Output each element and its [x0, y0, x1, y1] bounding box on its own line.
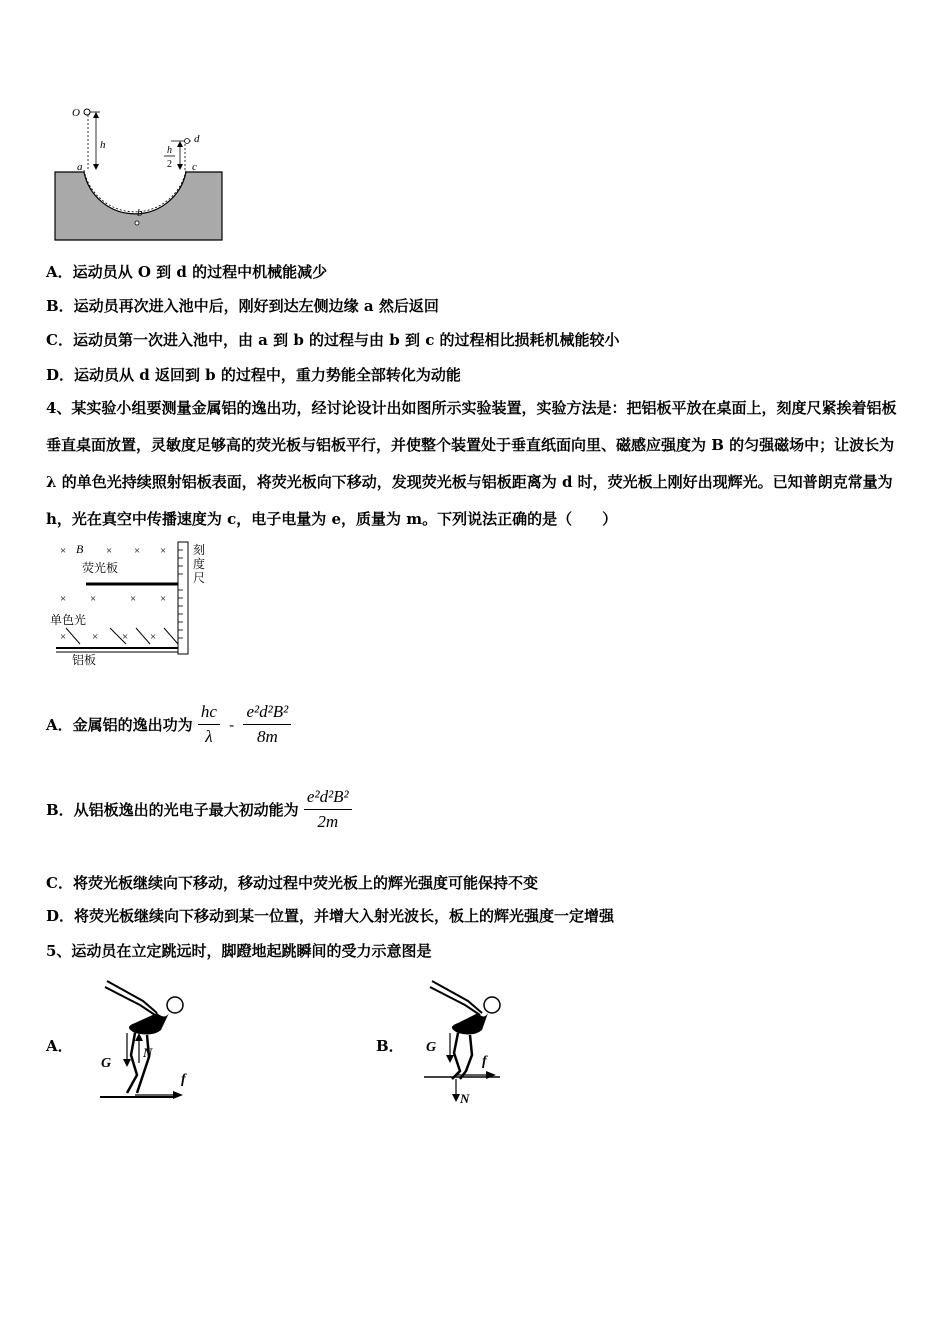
- cross-mark: ×: [134, 545, 141, 557]
- cross-mark: ×: [160, 593, 167, 605]
- q4-option-a: [46, 702, 291, 747]
- label-f: f: [181, 1072, 186, 1087]
- q4-option-b-text: B．从铝板逸出的光电子最大初动能为: [46, 801, 299, 819]
- label-c: c: [192, 161, 197, 173]
- fraction-e2d2b2-over-8m: [243, 702, 291, 747]
- label-N: N: [143, 1045, 153, 1060]
- label-h-half-den: 2: [167, 159, 172, 170]
- q4-option-a-text: A．金属铝的逸出功为: [46, 716, 193, 734]
- label-h-half-num: h: [167, 145, 172, 156]
- cross-mark: ×: [60, 631, 67, 643]
- q3-option-d: D．运动员从 d 返回到 b 的过程中，重力势能全部转化为动能: [46, 366, 461, 384]
- q5-option-a-letter: A．: [46, 1037, 73, 1055]
- frac-num: hc: [198, 702, 220, 725]
- jumper-diagram-a: [95, 975, 205, 1105]
- label-ruler-2: 度: [193, 557, 206, 571]
- cross-mark: ×: [130, 593, 137, 605]
- half-pipe-diagram: [50, 100, 230, 245]
- label-h: h: [100, 139, 106, 151]
- frac-num: e²d²B²: [243, 702, 291, 725]
- q4-option-d: D．将荧光板继续向下移动到某一位置，并增大入射光波长，板上的辉光强度一定增强: [46, 907, 615, 925]
- q5-option-b-letter: B．: [376, 1037, 404, 1055]
- q3-option-b: B．运动员再次进入池中后，刚好到达左侧边缘 a 然后返回: [46, 297, 439, 315]
- label-b: b: [137, 207, 143, 219]
- label-screen: 荧光板: [82, 561, 119, 575]
- fraction-hc-over-lambda: [198, 702, 220, 747]
- label-O: O: [72, 107, 80, 119]
- q4-option-c: C．将荧光板继续向下移动，移动过程中荧光板上的辉光强度可能保持不变: [46, 874, 538, 892]
- label-a: a: [77, 161, 83, 173]
- label-plate: 铝板: [72, 653, 97, 667]
- label-B: B: [76, 542, 84, 556]
- q3-option-a: A．运动员从 O 到 d 的过程中机械能减少: [46, 263, 328, 281]
- label-light: 单色光: [50, 613, 87, 627]
- cross-mark: ×: [90, 593, 97, 605]
- label-G: G: [101, 1056, 112, 1071]
- frac-den: 8m: [256, 727, 278, 746]
- q3-option-c: C．运动员第一次进入池中，由 a 到 b 的过程与由 b 到 c 的过程相比损耗机械能较小: [46, 331, 620, 349]
- frac-num: e²d²B²: [304, 787, 352, 810]
- label-f: f: [482, 1054, 487, 1069]
- cross-mark: ×: [106, 545, 113, 557]
- label-ruler-1: 刻: [193, 543, 206, 557]
- label-N: N: [460, 1091, 470, 1106]
- label-ruler-3: 尺: [193, 571, 206, 585]
- cross-mark: ×: [60, 545, 67, 557]
- cross-mark: ×: [60, 593, 67, 605]
- label-d: d: [194, 133, 200, 145]
- fraction-e2d2b2-over-2m: [304, 787, 352, 832]
- cross-mark: ×: [150, 631, 157, 643]
- apparatus-diagram: [50, 540, 220, 670]
- cross-mark: ×: [160, 545, 167, 557]
- jumper-diagram-b: [420, 975, 530, 1110]
- label-G: G: [426, 1040, 437, 1055]
- frac-den: 2m: [317, 812, 339, 831]
- q5-stem: 5、运动员在立定跳远时，脚蹬地起跳瞬间的受力示意图是: [46, 942, 432, 960]
- q4-stem: 4、某实验小组要测量金属铝的逸出功，经讨论设计出如图所示实验装置，实验方法是：把铝板平放在桌面上，刻度尺紧挨着铝板垂直桌面放置，灵敏度足够高的荧光板与铝板平行，并使整个装置处于垂直纸面向里、磁感应强度为 B 的匀强磁场中；让波长为 λ 的单色光持续照射铝板表面，将荧光板向下移动，发现荧光板与铝板距离为 d 时，荧光板上刚好出现辉光。已知普朗克常量为 h，光在真空中传播速度为 c，电子电量为 e，质量为 m。下列说法正确的是（ ）: [46, 399, 897, 528]
- cross-mark: ×: [92, 631, 99, 643]
- frac-den: λ: [205, 727, 213, 746]
- minus-sign: -: [229, 715, 235, 734]
- q4-option-b: [46, 787, 352, 832]
- cross-mark: ×: [122, 631, 129, 643]
